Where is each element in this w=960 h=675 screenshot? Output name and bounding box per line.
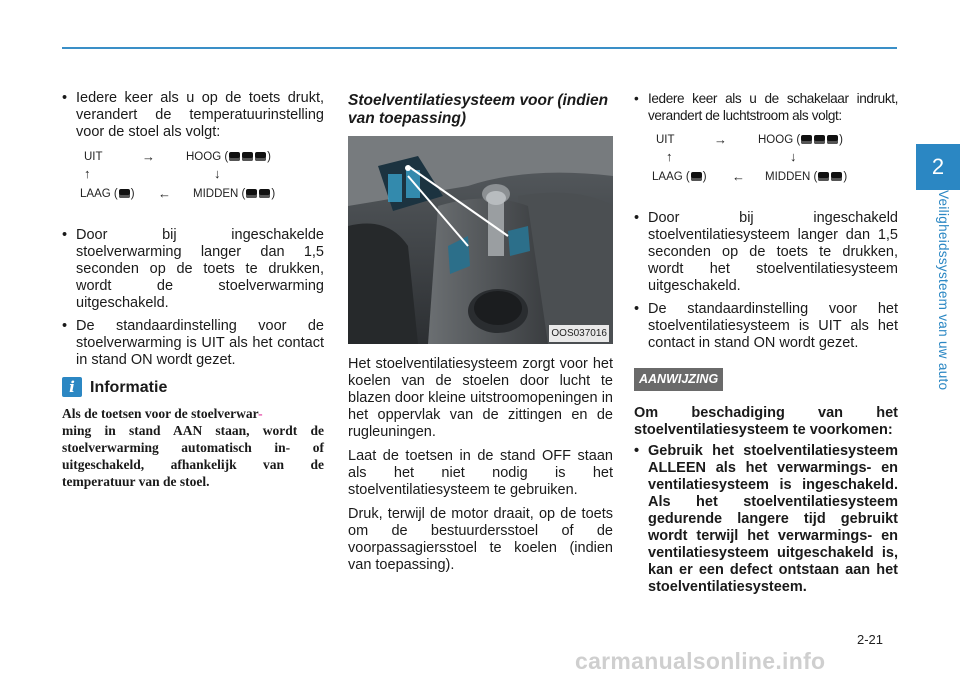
diagram-midden: MIDDEN ( ) bbox=[193, 188, 276, 200]
note-bullet: • Gebruik het stoelventilatiesysteem ALLEEN als het verwarmings- en ventilatiesysteem is ingeschakeld. Als het stoelventilatiesysteem gedurende langere tijd gebruikt wordt terwijl het verwarmings- en ventilatiesysteem uitgeschakeld is, kan er een defect ontstaan aan het stoelventilatiesysteem. bbox=[634, 443, 898, 596]
column-1 bbox=[62, 90, 324, 490]
bullet-airflow-cycle: • Iedere keer als u de schakelaar indrukt, verandert de luchtstroom als volgt: bbox=[634, 90, 898, 124]
seat-level-icon bbox=[259, 189, 270, 198]
diagram-hoog: HOOG ( ) bbox=[186, 151, 272, 163]
section-heading: Stoelventilatiesysteem voor (indien van toepassing) bbox=[348, 92, 609, 127]
seat-level-icon bbox=[691, 172, 702, 181]
chapter-title: Veiligheidssysteem van uw auto bbox=[936, 190, 951, 391]
info-icon: i bbox=[62, 377, 82, 397]
diagram-uit: UIT bbox=[84, 151, 103, 163]
arrow-up-icon: ↑ bbox=[84, 166, 91, 181]
arrow-left-icon: ← bbox=[732, 169, 745, 184]
arrow-left-icon: ← bbox=[158, 186, 171, 201]
arrow-right-icon: → bbox=[142, 149, 155, 164]
paragraph-off: Laat de toetsen in de stand OFF staan als het niet nodig is het stoelventilatiesysteem te gebruiken. bbox=[348, 448, 613, 498]
diagram-laag: LAAG ( ) bbox=[80, 188, 135, 200]
column-3 bbox=[634, 90, 898, 596]
chapter-number: 2 bbox=[931, 154, 945, 179]
header-rule bbox=[62, 47, 897, 49]
seat-level-icon bbox=[818, 172, 829, 181]
seat-level-icon bbox=[814, 135, 825, 144]
seat-level-icon bbox=[831, 172, 842, 181]
seat-level-icon bbox=[827, 135, 838, 144]
arrow-right-icon: → bbox=[714, 132, 727, 147]
bullet-heating-cycle: • Iedere keer als u op de toets drukt, verandert de temperatuurinstelling voor de stoel als volgt: bbox=[62, 90, 324, 141]
seat-level-icon bbox=[246, 189, 257, 198]
watermark: carmanualsonline.info bbox=[575, 648, 826, 674]
seat-level-icon bbox=[119, 189, 130, 198]
diagram-hoog: HOOG ( ) bbox=[758, 134, 844, 146]
seat-level-icon bbox=[255, 152, 266, 161]
note-body bbox=[634, 405, 898, 596]
bullet-ventilation-off: • Door bij ingeschakeld stoelventilatiesysteem langer dan 1,5 seconden op de toets te drukken, wordt het stoelventilatiesysteem uitgeschakeld. bbox=[634, 210, 898, 295]
photo-code: OOS037016 bbox=[549, 325, 609, 342]
console-illustration bbox=[348, 136, 613, 344]
console-photo bbox=[348, 136, 613, 344]
page-number: 2-21 bbox=[857, 632, 884, 647]
airflow-level-diagram bbox=[634, 130, 898, 198]
paragraph-intro: Het stoelventilatiesysteem zorgt voor het koelen van de stoelen door lucht te blazen door kleine uitstroomopeningen in het oppervlak van de zittingen en de rugleuningen. bbox=[348, 356, 613, 440]
paragraph-press: Druk, terwijl de motor draait, op de toets om de bestuurdersstoel of de voorpassagiersstoel te koelen (indien van toepassing). bbox=[348, 506, 613, 573]
bullet-heating-off: • Door bij ingeschakelde stoelverwarming langer dan 1,5 seconden op de toets te drukken, wordt de stoelverwarming uitgeschakeld. bbox=[62, 227, 324, 312]
arrow-down-icon: ↓ bbox=[790, 149, 797, 164]
info-header bbox=[62, 377, 324, 397]
seat-level-icon bbox=[242, 152, 253, 161]
note-lead: Om beschadiging van het stoelventilatiesysteem te voorkomen: bbox=[634, 405, 898, 438]
info-title: Informatie bbox=[90, 378, 168, 396]
seat-level-icon bbox=[801, 135, 812, 144]
heating-level-diagram bbox=[62, 147, 324, 215]
column-2 bbox=[348, 90, 613, 581]
bullet-heating-default: • De standaardinstelling voor de stoelverwarming is UIT als het contact in stand ON wordt gezet. bbox=[62, 318, 324, 369]
arrow-up-icon: ↑ bbox=[666, 149, 673, 164]
chapter-tab bbox=[916, 144, 960, 190]
diagram-uit: UIT bbox=[656, 134, 675, 146]
seat-level-icon bbox=[229, 152, 240, 161]
diagram-midden: MIDDEN ( ) bbox=[765, 171, 848, 183]
info-body: Als de toetsen voor de stoelverwar- ming in stand AAN staan, wordt de stoelverwarming automatisch in- of uitgeschakeld, afhankelijk van de temperatuur van de stoel. bbox=[62, 406, 324, 489]
arrow-down-icon: ↓ bbox=[214, 166, 221, 181]
bullet-ventilation-default: • De standaardinstelling voor het stoelventilatiesysteem is UIT als het contact in stand ON wordt gezet. bbox=[634, 301, 898, 352]
note-badge: AANWIJZING bbox=[634, 368, 723, 391]
diagram-laag: LAAG ( ) bbox=[652, 171, 707, 183]
